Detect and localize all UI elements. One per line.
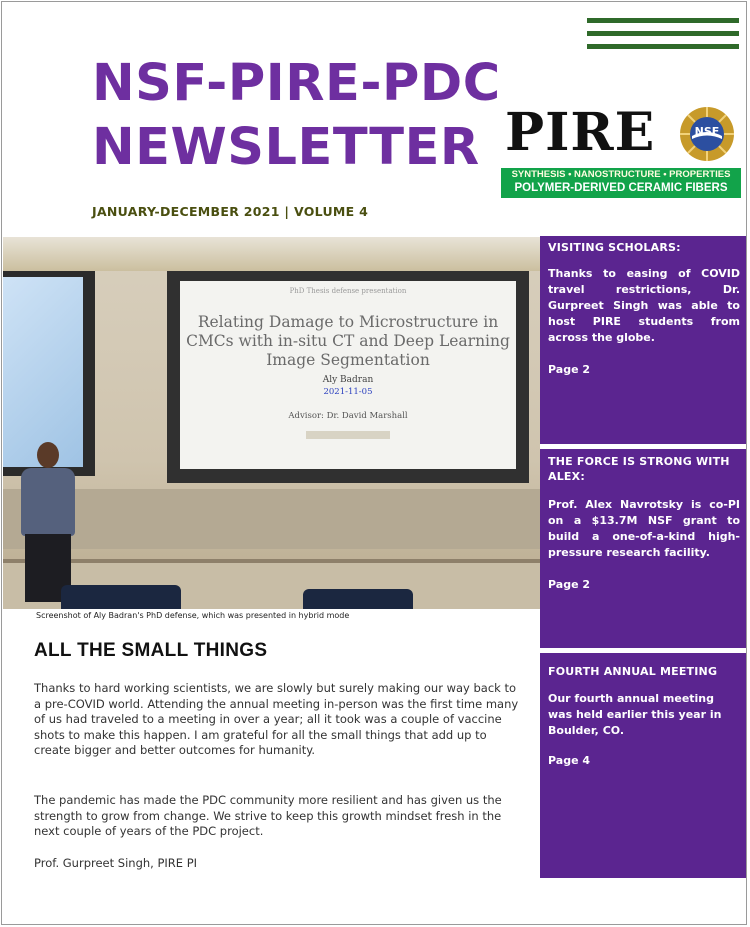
decorative-stripes	[587, 18, 739, 57]
sidebar-page-ref: Page 2	[548, 578, 591, 591]
logo-program: POLYMER-DERIVED CERAMIC FIBERS	[514, 182, 728, 194]
title-line-1: NSF-PIRE-PDC	[92, 54, 501, 113]
slide-date: 2021-11-05	[323, 387, 373, 397]
article-paragraph-1: Thanks to hard working scientists, we are slowly but surely making our way back to a pre-COVID world. Attending the annual meeting in-person was the first time many of us had traveled to a meeting in over a year; all it took was a couple of vaccine shots to make this happen. I am grateful for all the small things that add up to create bigger and better outcomes for humanity.	[34, 681, 519, 758]
sidebar-heading: VISITING SCHOLARS:	[548, 241, 681, 254]
sidebar-heading: THE FORCE IS STRONG WITH ALEX:	[548, 455, 730, 483]
sidebar-page-ref: Page 4	[548, 754, 591, 767]
presenter-figure	[13, 442, 83, 602]
sidebar-section-annual-meeting	[540, 664, 746, 768]
slide-university-logo	[306, 431, 390, 439]
photo-caption: Screenshot of Aly Badran's PhD defense, which was presented in hybrid mode	[36, 611, 350, 620]
title-line-2: NEWSLETTER	[92, 118, 480, 177]
sidebar-body: Our fourth annual meeting was held earlier this year in Boulder, CO.	[548, 692, 722, 737]
sidebar-divider	[540, 648, 746, 653]
slide-header: PhD Thesis defense presentation	[289, 287, 407, 295]
logo-banner	[501, 168, 741, 198]
presentation-slide	[180, 281, 516, 469]
logo-tagline: SYNTHESIS • NANOSTRUCTURE • PROPERTIES	[511, 169, 731, 180]
pire-wordmark: PIRE	[505, 102, 656, 163]
article-signature: Prof. Gurpreet Singh, PIRE PI	[34, 856, 198, 870]
slide-author: Aly Badran	[322, 375, 374, 385]
projection-screen	[167, 271, 529, 483]
defense-photo	[3, 237, 540, 609]
sidebar-section-visiting-scholars	[540, 240, 746, 377]
audience-seat	[303, 589, 413, 609]
slide-advisor: Advisor: Dr. David Marshall	[288, 411, 408, 421]
sidebar-heading: FOURTH ANNUAL MEETING	[548, 665, 718, 678]
sidebar-body: Thanks to easing of COVID travel restrictions, Dr. Gurpreet Singh was able to host PIRE students from across the globe.	[548, 267, 740, 344]
sidebar	[540, 236, 746, 878]
article-paragraph-2: The pandemic has made the PDC community more resilient and has given us the strength to grow from change. We strive to keep this growth mindset fresh in the next couple of years of the PDC project.	[34, 793, 502, 839]
sidebar-divider	[540, 444, 746, 449]
nsf-seal-label: NSF	[694, 125, 720, 138]
issue-subtitle: JANUARY-DECEMBER 2021 | VOLUME 4	[92, 204, 369, 219]
pire-logo	[501, 104, 741, 198]
slide-title: Relating Damage to Microstructure in CMCs with in-situ CT and Deep Learning Image Segmentation	[186, 313, 510, 369]
newsletter-title	[92, 52, 501, 180]
article-heading: ALL THE SMALL THINGS	[34, 640, 268, 661]
sidebar-body: Prof. Alex Navrotsky is co-PI on a $13.7M NSF grant to build a one-of-a-kind high-pressure research facility.	[548, 498, 740, 559]
sidebar-section-force	[540, 454, 746, 592]
sidebar-page-ref: Page 2	[548, 363, 591, 376]
audience-seat	[61, 585, 181, 609]
nsf-seal-icon	[679, 106, 735, 162]
